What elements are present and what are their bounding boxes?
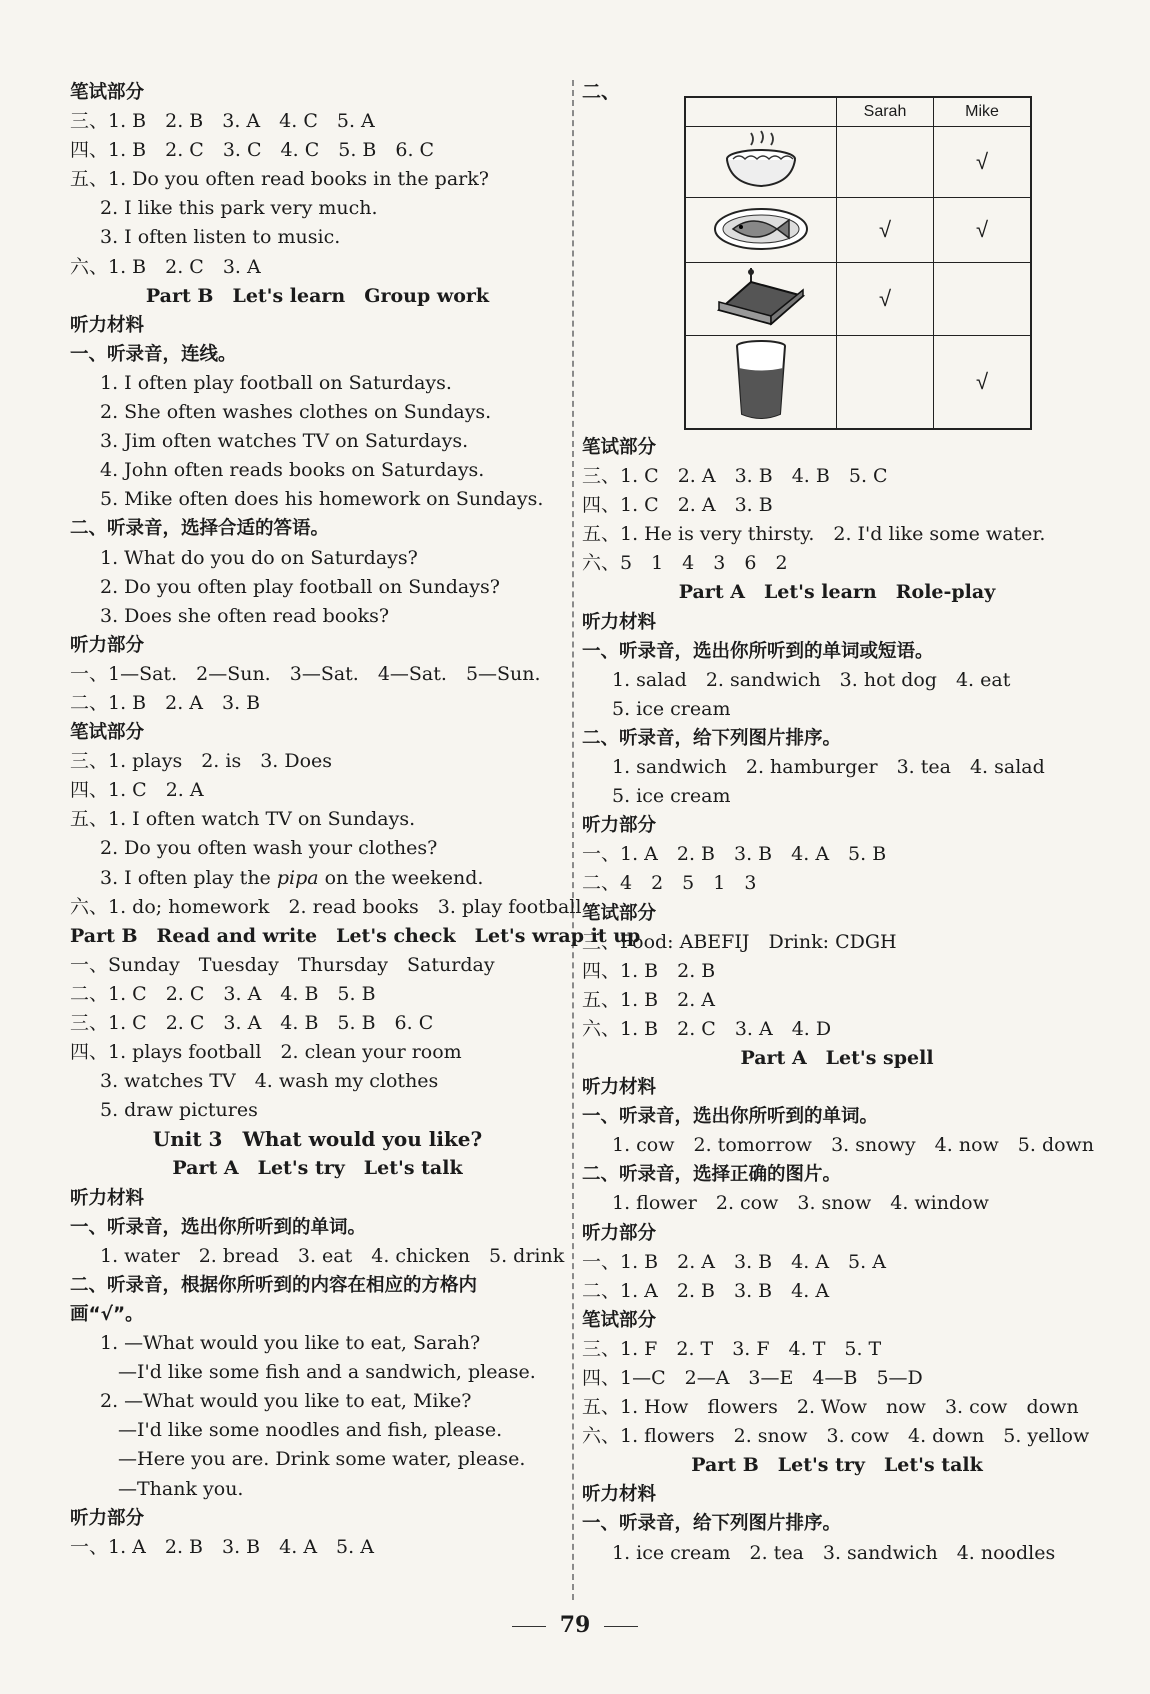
answer-line	[70, 864, 565, 893]
answer-line: —I'd like some fish and a sandwich, please.	[118, 1361, 536, 1384]
answer-line: 六、1. do; homework 2. read books 3. play football	[70, 895, 582, 918]
answer-line: 三、Food: ABEFIJ Drink: CDGH	[582, 930, 897, 953]
section-heading: 听力部分	[70, 1507, 145, 1529]
page-number-dash-left	[512, 1626, 546, 1627]
answer-line: 1. What do you do on Saturdays?	[100, 546, 418, 569]
question-instruction: 一、听录音，连线。	[70, 343, 237, 365]
noodles-mike-cell: √	[934, 127, 1032, 198]
right-column	[582, 78, 1095, 1568]
part-title: Part B Let's try Let's talk	[691, 1454, 983, 1477]
table-header-sarah: Sarah	[837, 97, 934, 127]
section-heading: 听力部分	[582, 815, 657, 837]
section-heading: 笔试部分	[70, 722, 145, 744]
part-title: Part B Read and write Let's check Let's wrap it up	[70, 924, 641, 947]
section-heading: 听力材料	[70, 314, 145, 336]
sandwich-sarah-cell: √	[837, 263, 934, 336]
section-heading: 听力材料	[70, 1187, 145, 1209]
section-heading: 听力材料	[582, 1077, 657, 1099]
answer-line: 四、1. plays football 2. clean your room	[70, 1041, 462, 1064]
left-column	[70, 78, 641, 1562]
section-heading: 听力材料	[582, 1484, 657, 1506]
answer-line: 4. John often reads books on Saturdays.	[100, 459, 485, 482]
table-header-blank	[685, 97, 837, 127]
question-instruction: 二、听录音，根据你所听到的内容在相应的方格内	[70, 1274, 478, 1296]
part-title: Part A Let's spell	[740, 1046, 934, 1069]
answer-line: 5. draw pictures	[100, 1099, 258, 1122]
answer-line: 三、1. B 2. B 3. A 4. C 5. A	[70, 110, 375, 133]
sandwich-mike-cell	[934, 263, 1032, 336]
page-number-value: 79	[559, 1612, 591, 1638]
answer-table-block	[582, 78, 1092, 433]
question-instruction: 二、听录音，选择正确的图片。	[582, 1164, 842, 1186]
answer-line: 一、1—Sat. 2—Sun. 3—Sat. 4—Sat. 5—Sun.	[70, 662, 541, 685]
question-instruction: 画“√”。	[70, 1303, 144, 1325]
answer-line: 六、1. B 2. C 3. A 4. D	[582, 1017, 832, 1040]
answer-line: —I'd like some noodles and fish, please.	[118, 1419, 503, 1442]
answer-text: 3. I often play the	[100, 866, 277, 889]
part-title: Part A Let's try Let's talk	[172, 1157, 463, 1180]
answer-line: 5. ice cream	[612, 697, 731, 720]
unit-title: Unit 3 What would you like?	[152, 1127, 483, 1152]
answer-line: 2. She often washes clothes on Sundays.	[100, 401, 492, 424]
answer-line: 3. watches TV 4. wash my clothes	[100, 1070, 439, 1093]
answer-line: 3. Jim often watches TV on Saturdays.	[100, 430, 469, 453]
water-mike-cell: √	[934, 336, 1032, 430]
answer-line: 1. —What would you like to eat, Sarah?	[100, 1332, 481, 1355]
column-divider	[572, 80, 574, 1600]
italic-word: pipa	[276, 866, 319, 889]
fish-picture	[685, 198, 837, 263]
section-heading: 听力部分	[582, 1222, 657, 1244]
sandwich-picture	[685, 263, 837, 336]
section-heading: 笔试部分	[582, 902, 657, 924]
answer-line: 五、1. He is very thirsty. 2. I'd like some water.	[582, 523, 1046, 546]
answer-line: 五、1. Do you often read books in the park?	[70, 168, 489, 191]
answer-line: 六、5 1 4 3 6 2	[582, 552, 788, 575]
part-title: Part B Let's learn Group work	[145, 284, 490, 307]
question-instruction: 一、听录音，选出你所听到的单词或短语。	[582, 640, 934, 662]
answer-line: 3. Does she often read books?	[100, 604, 390, 627]
section-heading: 笔试部分	[70, 82, 145, 103]
answer-line: 1. I often play football on Saturdays.	[100, 371, 452, 394]
section-heading: 听力材料	[582, 611, 657, 633]
noodles-sarah-cell	[837, 127, 934, 198]
section-heading: 听力部分	[70, 634, 145, 656]
answer-line: 六、1. flowers 2. snow 3. cow 4. down 5. yellow	[582, 1425, 1090, 1448]
answer-line: 三、1. C 2. A 3. B 4. B 5. C	[582, 465, 888, 488]
answer-line: 四、1. C 2. A	[70, 779, 204, 802]
right-text-lines	[582, 433, 1095, 1568]
fish-sarah-cell: √	[837, 198, 934, 263]
answer-line: 四、1. B 2. C 3. C 4. C 5. B 6. C	[70, 139, 435, 162]
food-checkmark-table	[684, 96, 1032, 430]
answer-line: 2. Do you often play football on Sundays?	[100, 575, 500, 598]
answer-line: 1. sandwich 2. hamburger 3. tea 4. salad	[612, 756, 1045, 779]
answer-line: 二、1. B 2. A 3. B	[70, 691, 261, 714]
question-instruction: 一、听录音，选出你所听到的单词。	[582, 1106, 879, 1128]
noodles-picture	[685, 127, 837, 198]
answer-line: 二、1. C 2. C 3. A 4. B 5. B	[70, 982, 376, 1005]
table-row	[685, 336, 1031, 430]
answer-line: 1. ice cream 2. tea 3. sandwich 4. noodles	[612, 1541, 1056, 1564]
sandwich-icon	[711, 266, 811, 328]
question-instruction: 二、听录音，选择合适的答语。	[70, 518, 330, 540]
answer-line: 1. salad 2. sandwich 3. hot dog 4. eat	[612, 668, 1011, 691]
question-instruction: 二、听录音，给下列图片排序。	[582, 727, 842, 749]
section-heading: 笔试部分	[582, 437, 657, 458]
water-sarah-cell	[837, 336, 934, 430]
fish-plate-icon	[711, 203, 811, 253]
answer-text: on the weekend.	[318, 866, 484, 889]
table-question-mark: 二、	[582, 81, 621, 103]
fish-mike-cell: √	[934, 198, 1032, 263]
answer-line: 五、1. How flowers 2. Wow now 3. cow down	[582, 1396, 1079, 1419]
answer-line: 六、1. B 2. C 3. A	[70, 255, 261, 278]
answer-line: 2. —What would you like to eat, Mike?	[100, 1390, 472, 1413]
answer-line: 二、4 2 5 1 3	[582, 872, 757, 895]
section-heading: 笔试部分	[582, 1309, 657, 1331]
table-row	[685, 198, 1031, 263]
answer-line: 一、1. A 2. B 3. B 4. A 5. A	[70, 1535, 374, 1558]
part-title: Part A Let's learn Role-play	[678, 581, 996, 604]
answer-line: 三、1. C 2. C 3. A 4. B 5. B 6. C	[70, 1012, 434, 1034]
page-number-dash-right	[604, 1626, 638, 1627]
answer-line: 1. flower 2. cow 3. snow 4. window	[612, 1192, 989, 1215]
answer-line: 三、1. plays 2. is 3. Does	[70, 750, 333, 773]
noodles-bowl-icon	[721, 129, 801, 191]
table-row	[685, 127, 1031, 198]
answer-line: 1. water 2. bread 3. eat 4. chicken 5. drink	[100, 1244, 565, 1267]
table-header-mike: Mike	[934, 97, 1032, 127]
answer-line: 5. Mike often does his homework on Sundays.	[100, 488, 544, 511]
answer-line: 四、1. C 2. A 3. B	[582, 494, 773, 517]
question-instruction: 一、听录音，选出你所听到的单词。	[70, 1216, 367, 1238]
answer-line: —Here you are. Drink some water, please.	[118, 1448, 526, 1471]
answer-line: 一、1. A 2. B 3. B 4. A 5. B	[582, 843, 887, 866]
answer-line: —Thank you.	[118, 1477, 244, 1500]
answer-line: 五、1. B 2. A	[582, 988, 716, 1011]
water-picture	[685, 336, 837, 430]
page-number	[0, 1612, 1150, 1638]
answer-line: 2. Do you often wash your clothes?	[100, 837, 438, 860]
question-instruction: 一、听录音，给下列图片排序。	[582, 1513, 842, 1535]
answer-line: 四、1. B 2. B	[582, 959, 716, 982]
answer-line: 一、1. B 2. A 3. B 4. A 5. A	[582, 1250, 886, 1273]
table-header-row	[685, 97, 1031, 127]
table-row	[685, 263, 1031, 336]
answer-line: 1. cow 2. tomorrow 3. snowy 4. now 5. down	[612, 1134, 1095, 1157]
water-glass-icon	[731, 338, 791, 422]
answer-line: 四、1—C 2—A 3—E 4—B 5—D	[582, 1367, 923, 1389]
answer-line: 二、1. A 2. B 3. B 4. A	[582, 1279, 830, 1302]
answer-line: 3. I often listen to music.	[100, 226, 341, 249]
answer-line: 五、1. I often watch TV on Sundays.	[70, 808, 416, 831]
answer-line: 一、Sunday Tuesday Thursday Saturday	[70, 953, 495, 976]
answer-line: 5. ice cream	[612, 785, 731, 808]
answer-line: 三、1. F 2. T 3. F 4. T 5. T	[582, 1337, 882, 1360]
answer-line: 2. I like this park very much.	[100, 197, 378, 220]
